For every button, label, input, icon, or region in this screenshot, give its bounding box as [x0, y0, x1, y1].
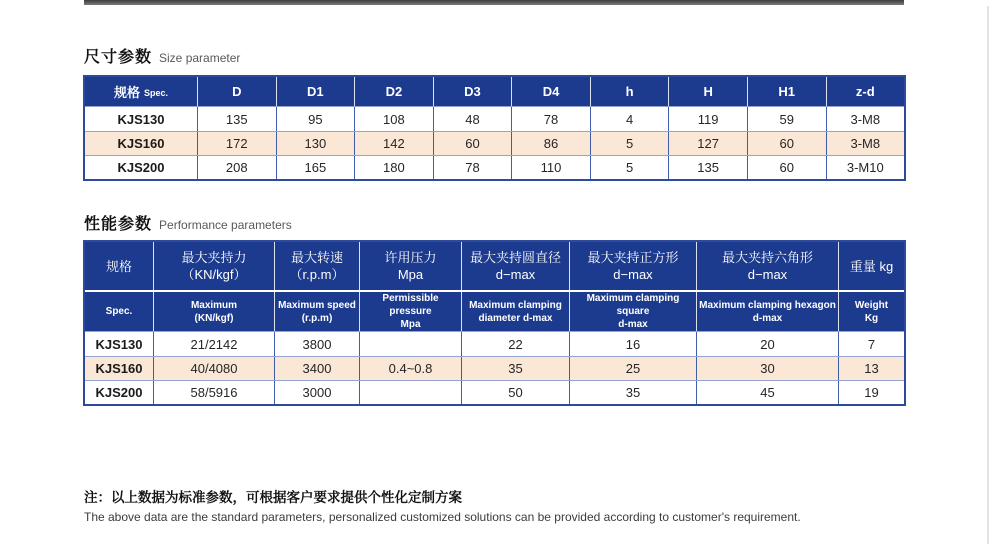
table-row — [85, 332, 904, 356]
cell-value: 4 — [591, 107, 670, 131]
size-table-header-row — [85, 77, 904, 107]
header-col-H: H — [669, 77, 748, 106]
header-clamp-diameter-en: Maximum clamping diameter d-max — [462, 292, 570, 331]
row-spec: KJS130 — [85, 107, 198, 131]
cell-value: 142 — [355, 132, 434, 155]
header-max-force-cn: 最大夹持力 （KN/kgf） — [154, 242, 275, 290]
performance-parameter-table — [83, 240, 906, 406]
cell-value: 22 — [462, 332, 570, 356]
row-spec: KJS130 — [85, 332, 154, 356]
cell-value: 48 — [434, 107, 513, 131]
header-spec-en: Spec. — [85, 292, 154, 331]
cell-value: 3-M10 — [846, 160, 884, 175]
header-clamp-square-en: Maximum clamping square d-max — [570, 292, 697, 331]
cell-value: 60 — [748, 132, 827, 155]
header-col-D: D — [198, 77, 277, 106]
header-clamp-hexagon-en: Maximum clamping hexagon d-max — [697, 292, 839, 331]
table-row-highlighted — [85, 131, 904, 155]
cell-value: 3000 — [275, 381, 360, 404]
cell-value: 3400 — [275, 357, 360, 380]
cell-value — [360, 381, 462, 404]
cell-value: 21/2142 — [154, 332, 275, 356]
cell-value: 45 — [697, 381, 839, 404]
cell-value: 208 — [198, 156, 277, 179]
header-clamp-square-cn: 最大夹持正方形 d−max — [570, 242, 697, 290]
cell-value: 40/4080 — [154, 357, 275, 380]
table-row — [85, 107, 904, 131]
cell-value: 16 — [570, 332, 697, 356]
row-spec: KJS160 — [85, 357, 154, 380]
perf-header-row-en — [85, 292, 904, 332]
header-col-h: h — [591, 77, 670, 106]
cell-value: 0.4~0.8 — [360, 357, 462, 380]
header-max-speed-en: Maximum speed (r.p.m) — [275, 292, 360, 331]
header-pressure-cn: 许用压力 Mpa — [360, 242, 462, 290]
header-spec — [85, 77, 198, 106]
footnote-cn: 注：以上数据为标准参数，可根据客户要求提供个性化定制方案 — [84, 490, 462, 505]
cell-value — [360, 332, 462, 356]
cell-value: 25 — [570, 357, 697, 380]
cell-value: 13 — [864, 361, 879, 376]
row-spec: KJS200 — [85, 381, 154, 404]
footnote-en: The above data are the standard parameters, personalized customized solutions can be provided according to customer's requirement. — [84, 510, 801, 524]
cell-value: 135 — [669, 156, 748, 179]
cell-value: 119 — [669, 107, 748, 131]
cell-value: 172 — [198, 132, 277, 155]
cell-value: 130 — [277, 132, 356, 155]
header-col-D3: D3 — [434, 77, 513, 106]
header-col-zd: z-d — [855, 84, 875, 99]
cell-value: 60 — [748, 156, 827, 179]
row-spec: KJS200 — [85, 156, 198, 179]
cell-value: 50 — [462, 381, 570, 404]
size-title-en: Size parameter — [159, 51, 241, 65]
cell-value: 165 — [277, 156, 356, 179]
cell-value: 108 — [355, 107, 434, 131]
perf-title-cn: 性能参数 — [84, 216, 153, 233]
cell-value: 78 — [512, 107, 591, 131]
cell-value: 20 — [697, 332, 839, 356]
top-divider-bar — [84, 0, 904, 5]
header-weight-cn: 重量 kg — [849, 258, 894, 274]
header-col-D4: D4 — [512, 77, 591, 106]
cell-value: 5 — [591, 132, 670, 155]
cell-value: 110 — [512, 156, 591, 179]
cell-value: 60 — [434, 132, 513, 155]
header-col-D2: D2 — [355, 77, 434, 106]
header-clamp-hexagon-cn: 最大夹持六角形 d−max — [697, 242, 839, 290]
cell-value: 59 — [748, 107, 827, 131]
cell-value: 35 — [462, 357, 570, 380]
cell-value: 127 — [669, 132, 748, 155]
row-spec: KJS160 — [85, 132, 198, 155]
cell-value: 180 — [355, 156, 434, 179]
header-max-force-en: Maximum (KN/kgf) — [154, 292, 275, 331]
cell-value: 135 — [198, 107, 277, 131]
cell-value: 30 — [697, 357, 839, 380]
table-row-highlighted — [85, 356, 904, 380]
page-right-edge-line — [987, 6, 989, 544]
cell-value: 3-M8 — [850, 136, 881, 151]
cell-value: 78 — [434, 156, 513, 179]
cell-value: 35 — [570, 381, 697, 404]
header-max-speed-cn: 最大转速 （r.p.m） — [275, 242, 360, 290]
header-spec-cn: 规格 — [85, 242, 154, 290]
cell-value: 5 — [591, 156, 670, 179]
header-clamp-diameter-cn: 最大夹持圆直径 d−max — [462, 242, 570, 290]
perf-title-en: Performance parameters — [159, 218, 292, 232]
cell-value: 3-M8 — [850, 111, 881, 127]
size-parameter-table — [83, 75, 906, 181]
table-row — [85, 380, 904, 404]
cell-value: 86 — [512, 132, 591, 155]
header-spec-en: Spec. — [144, 87, 169, 98]
size-section-title — [84, 44, 240, 67]
cell-value: 7 — [867, 336, 876, 352]
footnote — [84, 489, 801, 525]
perf-header-row-cn — [85, 242, 904, 292]
header-spec-cn: 规格 — [113, 85, 140, 100]
header-col-D1: D1 — [277, 77, 356, 106]
table-row — [85, 155, 904, 179]
cell-value: 19 — [864, 385, 879, 400]
header-pressure-en: Permissible pressure Mpa — [360, 292, 462, 331]
size-title-cn: 尺寸参数 — [84, 49, 153, 66]
perf-section-title — [84, 211, 292, 234]
cell-value: 95 — [277, 107, 356, 131]
cell-value: 58/5916 — [154, 381, 275, 404]
header-col-H1: H1 — [748, 77, 827, 106]
cell-value: 3800 — [275, 332, 360, 356]
header-weight-en: Weight Kg — [854, 299, 889, 324]
